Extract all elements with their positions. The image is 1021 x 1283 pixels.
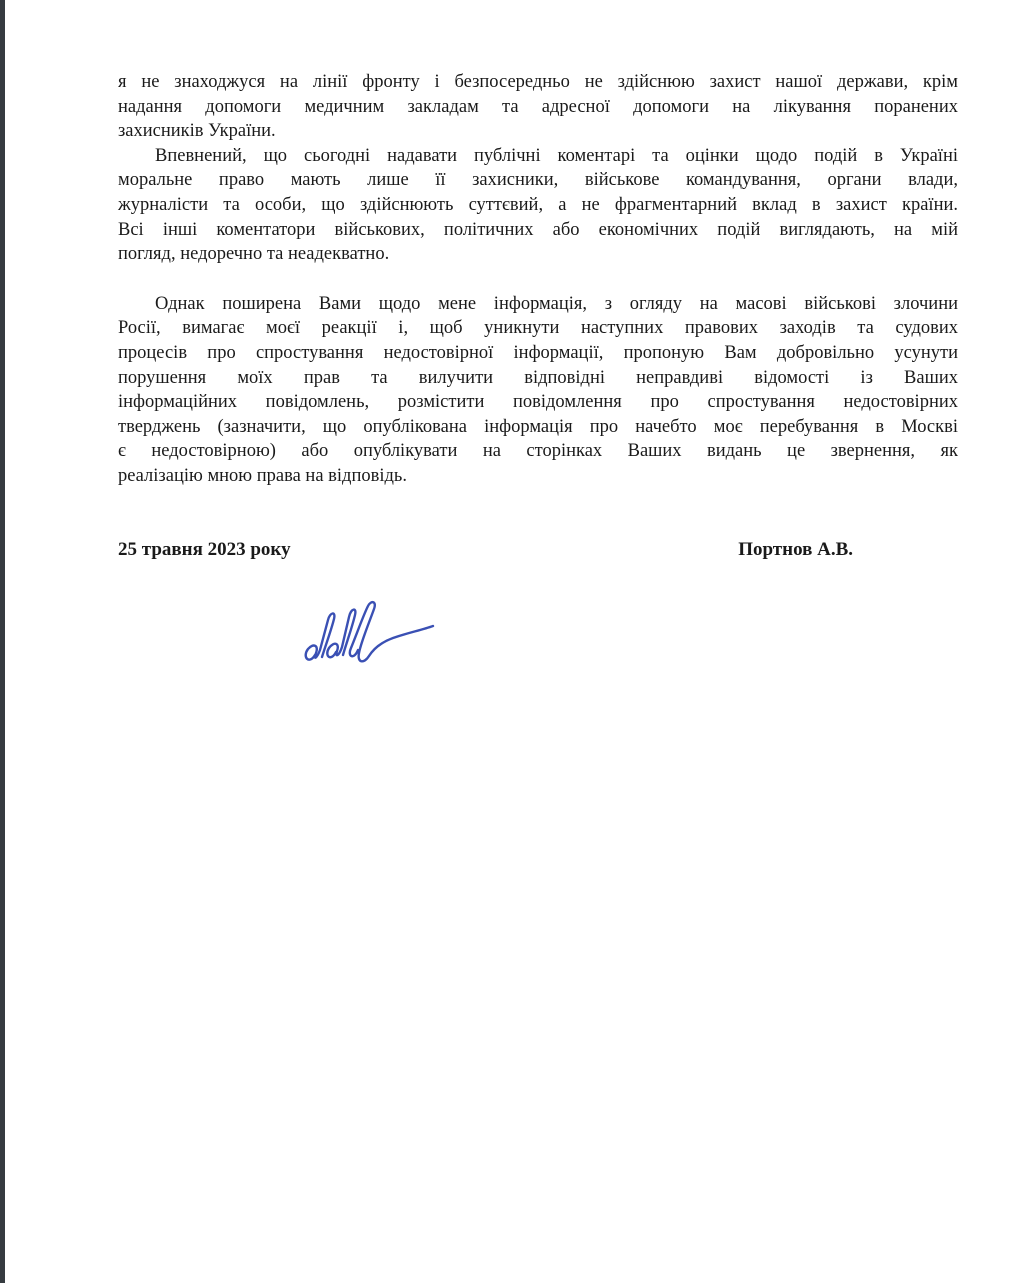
handwritten-signature xyxy=(300,592,440,672)
page-edge-bar xyxy=(0,0,5,1283)
text-line: тверджень (зазначити, що опублікована інформація про начебто моє перебування в Москві xyxy=(118,416,958,437)
text-line: Впевнений, що сьогодні надавати публічні коментарі та оцінки щодо подій в Україні xyxy=(155,145,958,166)
paragraph-2 xyxy=(118,144,958,267)
text-line: журналісти та особи, що здійснюють суттєвий, а не фрагментарний вклад в захист країни. xyxy=(118,194,958,215)
text-line: інформаційних повідомлень, розмістити повідомлення про спростування недостовірних xyxy=(118,392,958,413)
text-line: Росії, вимагає моєї реакції і, щоб уникнути наступних правових заходів та судових xyxy=(118,318,958,339)
text-line: Однак поширена Вами щодо мене інформація, з огляду на масові військові злочини xyxy=(155,293,958,314)
text-line: процесів про спростування недостовірної інформації, пропоную Вам добровільно усунути xyxy=(118,342,958,363)
letter-body xyxy=(118,70,958,562)
text-line: порушення моїх прав та вилучити відповідні неправдиві відомості із Ваших xyxy=(118,367,958,388)
date-text: 25 травня 2023 року xyxy=(118,538,291,560)
text-line: є недостовірною) або опублікувати на сторінках Ваших видань це звернення, як xyxy=(118,441,958,462)
signatory-name: Портнов А.В. xyxy=(738,538,853,560)
signature-image xyxy=(300,592,440,672)
paragraph-3 xyxy=(118,292,958,489)
paragraph-1 xyxy=(118,70,958,144)
text-line: я не знаходжуся на лінії фронту і безпосередньо не здійснюю захист нашої держави, крім xyxy=(118,72,958,92)
text-line: Всі інші коментатори військових, політичних або економічних подій виглядають, на мій xyxy=(118,219,958,240)
text-line: моральне право мають лише її захисники, військове командування, органи влади, xyxy=(118,170,958,191)
signature-block xyxy=(118,538,958,563)
text-line: надання допомоги медичним закладам та адресної допомоги на лікування поранених xyxy=(118,96,958,117)
text-line: погляд, недоречно та неадекватно. xyxy=(118,244,390,265)
text-line: реалізацію мною права на відповідь. xyxy=(118,465,407,486)
text-line: захисників України. xyxy=(118,121,276,142)
